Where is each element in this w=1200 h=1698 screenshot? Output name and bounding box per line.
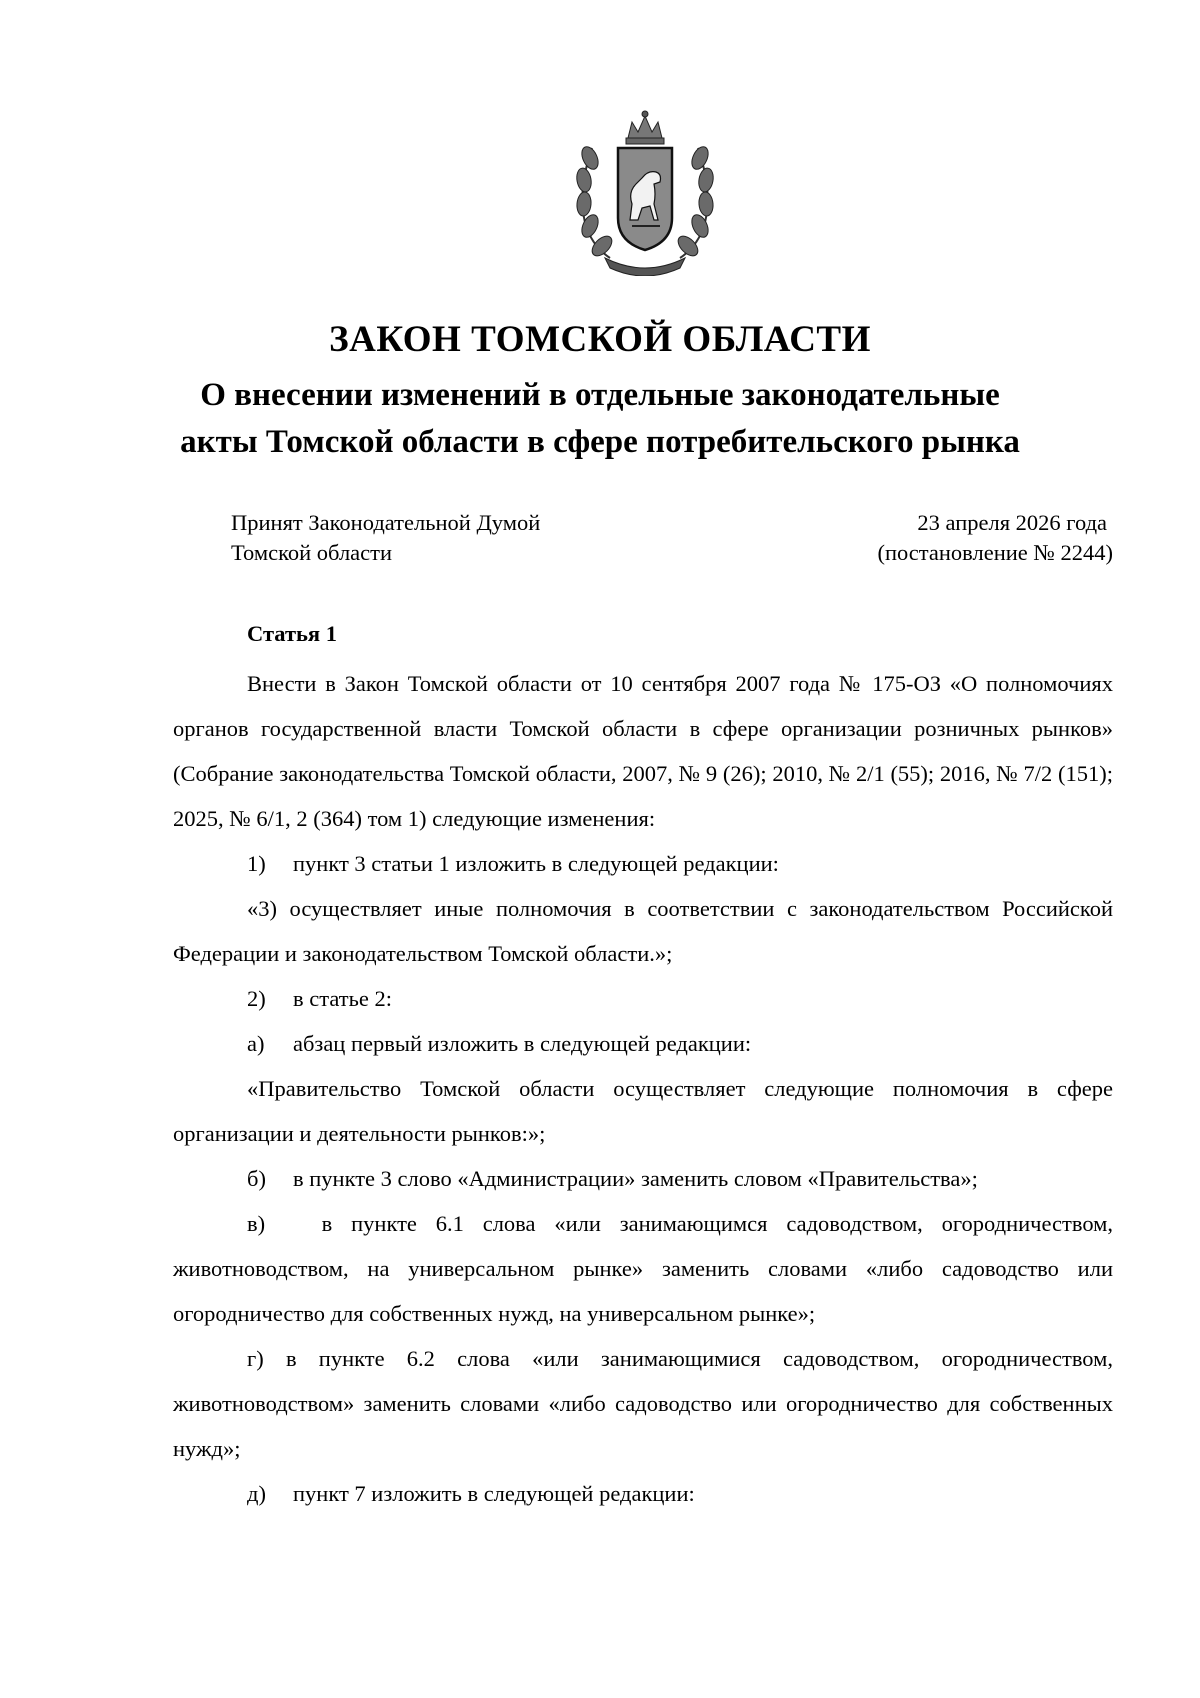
tomsk-oblast-coat-of-arms-icon (570, 108, 720, 276)
list-item-text: в пункте 6.1 слова «или занимающимся садоводством, огородничеством, животноводством, на универсальном рынке» заменить словами «либо садоводство или огородничество для собственных нужд, на универсальном рынке»; (173, 1211, 1114, 1326)
subtitle-line: акты Томской области в сфере потребительского рынка (180, 424, 1020, 460)
list-item-text: в пункте 3 слово «Администрации» заменить словом «Правительства»; (293, 1166, 978, 1191)
sub-list-item (173, 1471, 1113, 1516)
list-item-text: абзац первый изложить в следующей редакции: (293, 1031, 752, 1056)
adopted-by-block (231, 508, 540, 568)
list-marker: а) (247, 1031, 265, 1056)
quoted-text: «3) осуществляет иные полномочия в соответствии с законодательством Российской Федерации и законодательством Томской области.»; (173, 896, 1113, 966)
law-subtitle (0, 372, 1200, 466)
article-heading: Статья 1 (247, 621, 337, 646)
sub-list-item (173, 1156, 1113, 1201)
adopted-by-line: Принят Законодательной Думой (231, 510, 541, 535)
list-item (173, 976, 1113, 1021)
list-item-text: пункт 7 изложить в следующей редакции: (293, 1481, 695, 1506)
list-marker: 1) (247, 851, 266, 876)
list-marker: в) (247, 1211, 266, 1236)
article-intro: Внести в Закон Томской области от 10 сентября 2007 года № 175-ОЗ «О полномочиях органов государственной власти Томской области в сфере организации розничных рынков» (Собрание законодательства Томской области, 2007, № 9 (26); 2010, № 2/1 (55); 2016, № 7/2 (151); 2025, № 6/1, 2 (364) том 1) следующие изменения: (173, 671, 1113, 831)
adoption-date-block (836, 508, 1113, 568)
list-item-text: пункт 3 статьи 1 изложить в следующей редакции: (293, 851, 779, 876)
list-marker: д) (247, 1481, 266, 1506)
sub-list-item (173, 1021, 1113, 1066)
list-marker: б) (247, 1166, 266, 1191)
list-marker: 2) (247, 986, 266, 1011)
list-item-text: в пункте 6.2 слова «или занимающимися садоводством, огородничеством, животноводством» заменить словами «либо садоводство или огородничество для собственных нужд»; (173, 1346, 1113, 1461)
resolution-number: (постановление № 2244) (877, 540, 1113, 565)
list-item (173, 841, 1113, 886)
sub-list-item (173, 1201, 1113, 1336)
sub-list-item (173, 1336, 1113, 1471)
quoted-text: «Правительство Томской области осуществляет следующие полномочия в сфере организации и деятельности рынков:»; (173, 1076, 1113, 1146)
law-title: ЗАКОН ТОМСКОЙ ОБЛАСТИ (329, 319, 871, 360)
subtitle-line: О внесении изменений в отдельные законодательные (200, 377, 1000, 413)
adoption-date: 23 апреля 2026 года (917, 510, 1107, 535)
adopted-by-line: Томской области (231, 540, 393, 565)
article-body (173, 661, 1113, 1516)
list-marker: г) (247, 1346, 264, 1371)
list-item-text: в статье 2: (293, 986, 392, 1011)
